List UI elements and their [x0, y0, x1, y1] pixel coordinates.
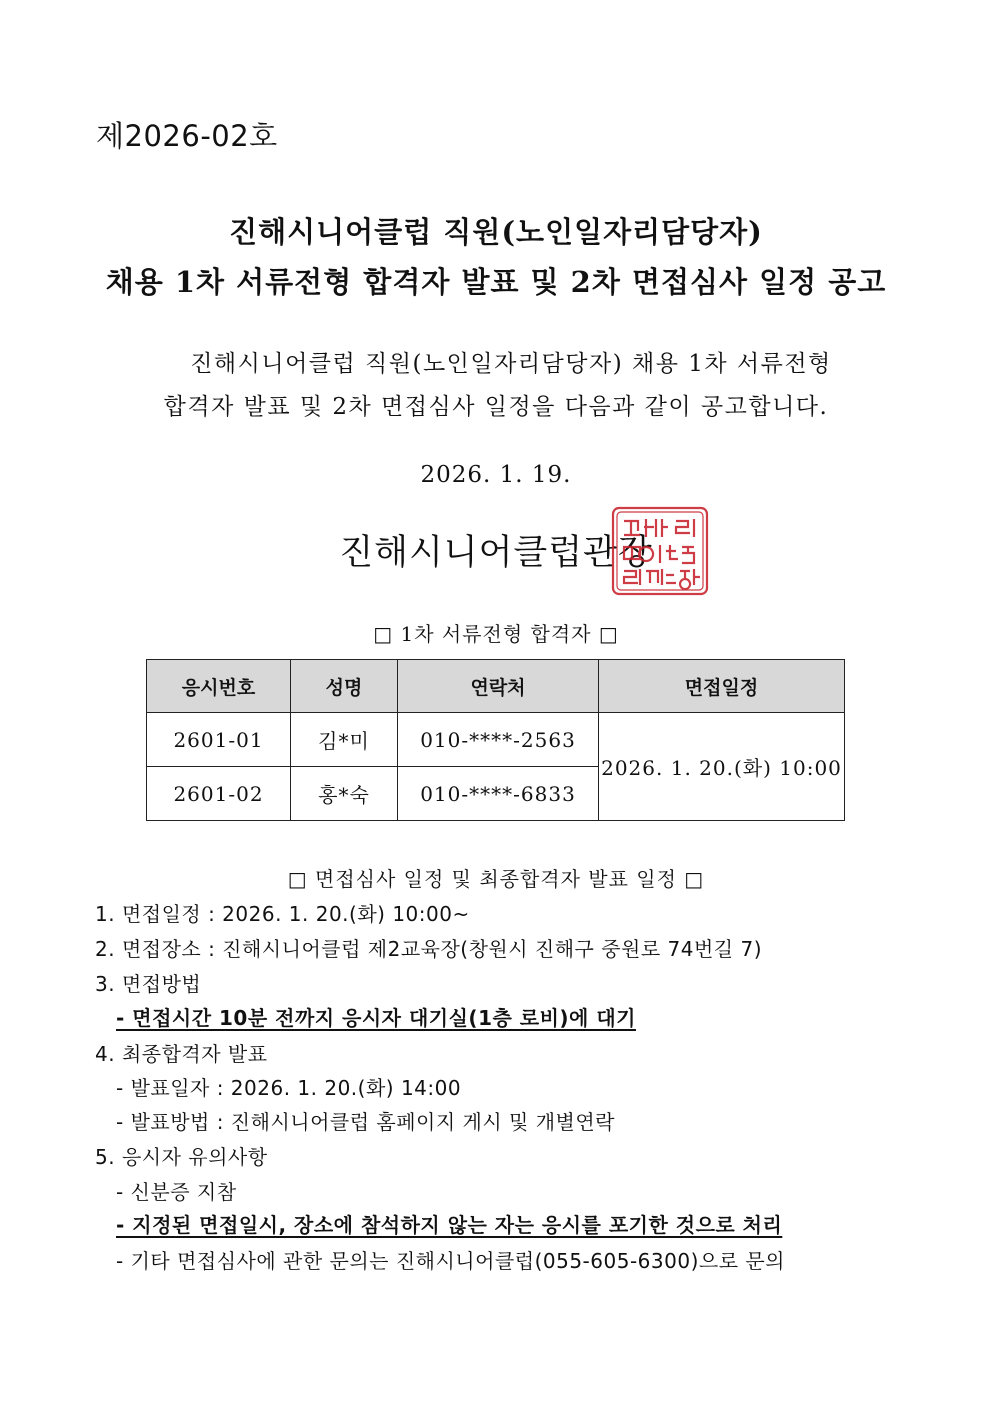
list-item-interview-method: 3. 면접방법	[95, 972, 202, 996]
header-contact: 연락처	[398, 660, 599, 713]
page-title-line-1: 진해시니어클럽 직원(노인일자리담당자)	[229, 215, 763, 249]
list-subitem-inquiry: - 기타 면접심사에 관한 문의는 진해시니어클럽(055-605-6300)으로 문의	[116, 1249, 786, 1273]
list-item-interview-date: 1. 면접일정 : 2026. 1. 20.(화) 10:00~	[95, 902, 470, 926]
section-title-passers: □ 1차 서류전형 합격자 □	[373, 622, 619, 646]
header-applicant-number: 응시번호	[147, 660, 291, 713]
list-item-final-announcement: 4. 최종합격자 발표	[95, 1042, 268, 1066]
list-subitem-id-card: - 신분증 지참	[116, 1180, 237, 1204]
name-cell: 김*미	[291, 713, 398, 767]
interview-schedule-cell: 2026. 1. 20.(화) 10:00	[599, 713, 845, 821]
page-title-line-2: 채용 1차 서류전형 합격자 발표 및 2차 면접심사 일정 공고	[105, 265, 887, 299]
applicant-number-cell: 2601-01	[147, 713, 291, 767]
section-title-schedule: □ 면접심사 일정 및 최종합격자 발표 일정 □	[287, 867, 705, 891]
official-seal-stamp	[610, 505, 710, 597]
intro-line-2: 합격자 발표 및 2차 면접심사 일정을 다음과 같이 공고합니다.	[163, 394, 829, 420]
list-subitem-announcement-date: - 발표일자 : 2026. 1. 20.(화) 14:00	[116, 1076, 462, 1100]
organization-signature: 진해시니어클럽관장	[339, 533, 653, 573]
table-header-row	[147, 660, 845, 713]
contact-cell: 010-****-2563	[398, 713, 599, 767]
list-item-precautions: 5. 응시자 유의사항	[95, 1145, 268, 1169]
list-subitem-waiting-notice: - 면접시간 10분 전까지 응시자 대기실(1층 로비)에 대기	[116, 1006, 636, 1030]
intro-line-1: 진해시니어클럽 직원(노인일자리담당자) 채용 1차 서류전형	[190, 351, 832, 377]
passers-table	[146, 659, 845, 821]
header-name: 성명	[291, 660, 398, 713]
list-item-interview-place: 2. 면접장소 : 진해시니어클럽 제2교육장(창원시 진해구 중원로 74번길 7)	[95, 937, 763, 961]
applicant-number-cell: 2601-02	[147, 767, 291, 821]
announcement-date: 2026. 1. 19.	[420, 462, 572, 488]
contact-cell: 010-****-6833	[398, 767, 599, 821]
list-subitem-announcement-method: - 발표방법 : 진해시니어클럽 홈페이지 게시 및 개별연락	[116, 1110, 615, 1134]
name-cell: 홍*숙	[291, 767, 398, 821]
list-subitem-absence-notice: - 지정된 면접일시, 장소에 참석하지 않는 자는 응시를 포기한 것으로 처리	[116, 1213, 783, 1237]
header-interview-schedule: 면접일정	[599, 660, 845, 713]
document-number: 제2026-02호	[96, 119, 278, 153]
table-row	[147, 713, 845, 767]
